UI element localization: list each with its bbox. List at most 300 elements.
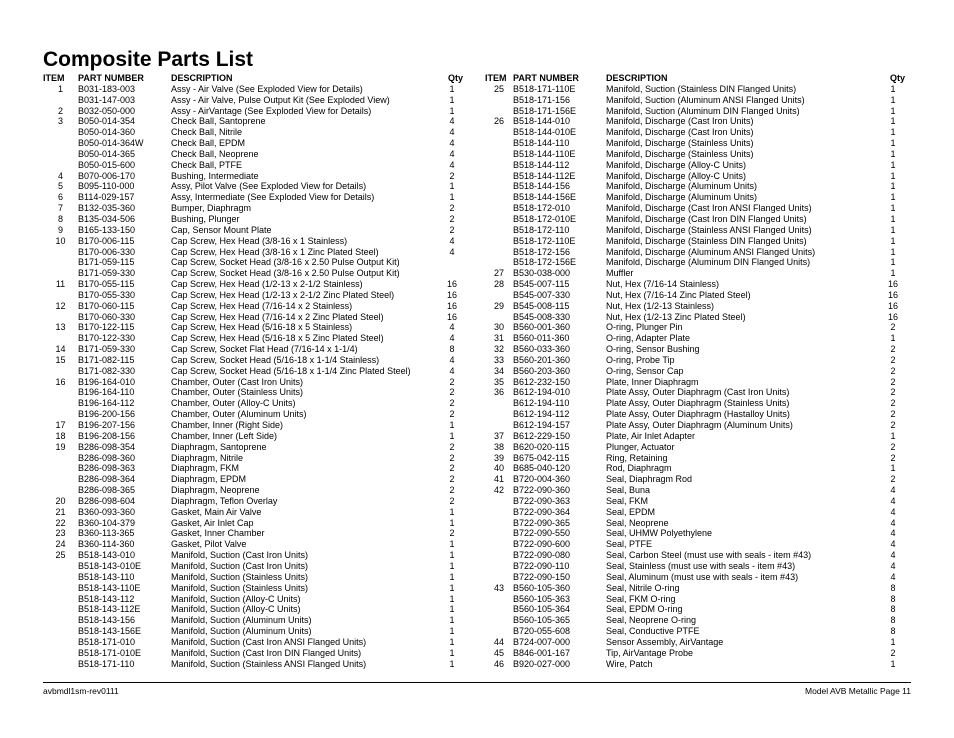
- item-number: [43, 637, 78, 648]
- quantity: 4: [890, 485, 896, 496]
- item-number: [43, 474, 78, 485]
- item-number: 31: [493, 333, 504, 344]
- part-number: B518-172-156E: [513, 257, 577, 268]
- part-number: B171-082-330: [78, 365, 136, 376]
- item-number: 28: [493, 279, 504, 290]
- description: Diaphragm, Teflon Overlay: [171, 495, 278, 506]
- table-row: [485, 604, 905, 615]
- part-number: B920-027-000: [513, 658, 571, 669]
- table-row: [43, 431, 463, 442]
- part-number: B360-093-360: [78, 506, 136, 517]
- table-row: [485, 268, 905, 279]
- description: Cap Screw, Hex Head (5/16-18 x 5 Stainless): [171, 322, 353, 333]
- quantity: 1: [890, 159, 896, 170]
- part-number: B050-014-365: [78, 148, 136, 159]
- table-row: [485, 301, 905, 312]
- description: Manifold, Suction (Aluminum DIN Flanged Units): [606, 105, 800, 116]
- part-number: B612-194-157: [513, 420, 571, 430]
- table-row: [43, 561, 463, 572]
- quantity: 1: [449, 615, 455, 626]
- table-row: [485, 203, 905, 214]
- quantity: 1: [449, 181, 455, 192]
- part-number: B518-143-110E: [78, 582, 141, 593]
- description: Plate Assy, Outer Diaphragm (Hastalloy Units): [606, 409, 790, 420]
- table-row: [43, 322, 463, 333]
- footer-page-label: Model AVB Metallic Page 11: [805, 686, 911, 696]
- part-number: B560-105-365: [513, 615, 571, 626]
- table-row: [43, 181, 463, 192]
- item-number: [43, 648, 78, 659]
- part-number: B724-007-000: [513, 636, 571, 647]
- quantity: 2: [890, 409, 896, 420]
- quantity: 2: [449, 474, 455, 485]
- item-number: [485, 626, 513, 637]
- table-row: [43, 594, 463, 605]
- item-number: [43, 615, 78, 626]
- quantity: 2: [449, 398, 455, 409]
- table-row: [43, 550, 463, 561]
- table-row: [485, 507, 905, 518]
- part-number: B360-104-379: [78, 517, 136, 528]
- table-row: [43, 420, 463, 431]
- item-number: [43, 160, 78, 171]
- part-number: B132-035-360: [78, 203, 136, 214]
- description: Manifold, Suction (Cast Iron Units): [171, 550, 309, 561]
- description: Seal, FKM: [606, 495, 649, 506]
- item-number: [485, 171, 513, 182]
- quantity: 1: [449, 539, 455, 550]
- part-number: B170-055-115: [78, 279, 135, 290]
- description: Seal, Carbon Steel (must use with seals - item #43): [606, 550, 812, 561]
- part-number: B518-144-010E: [513, 127, 577, 138]
- page-title: Composite Parts List: [43, 48, 254, 71]
- description: O-ring, Sensor Cap: [606, 365, 684, 376]
- quantity: 16: [446, 311, 457, 322]
- item-number: 20: [55, 495, 66, 506]
- item-number: 11: [55, 279, 66, 290]
- quantity: 1: [890, 246, 896, 257]
- quantity: 1: [449, 560, 455, 571]
- part-number: B286-098-604: [78, 495, 136, 506]
- description: Seal, Neoprene O-ring: [606, 615, 697, 626]
- item-number: 21: [55, 506, 66, 517]
- item-number: 39: [493, 452, 504, 463]
- table-row: [485, 637, 905, 648]
- part-number: B286-098-364: [78, 474, 136, 485]
- table-row: [485, 626, 905, 637]
- item-number: [43, 268, 78, 279]
- description: Assy, Pilot Valve (See Exploded View for Details): [171, 181, 367, 192]
- part-number: B170-055-330: [78, 289, 136, 300]
- item-number: 17: [55, 420, 66, 430]
- description: Cap Screw, Hex Head (1/2-13 x 2-1/2 Zinc Plated Steel): [171, 289, 395, 300]
- quantity: 2: [449, 441, 455, 452]
- quantity: 1: [449, 430, 455, 441]
- description: Manifold, Discharge (Cast Iron DIN Flanged Units): [606, 213, 807, 224]
- item-number: 14: [55, 344, 66, 355]
- table-row: [43, 149, 463, 160]
- description: Plunger, Actuator: [606, 441, 675, 452]
- table-row: [485, 355, 905, 366]
- quantity: 2: [449, 463, 455, 474]
- description: Cap Screw, Socket Head (5/16-18 x 1-1/4 Stainless): [171, 354, 380, 365]
- parts-table-left-column: [43, 73, 463, 669]
- quantity: 2: [449, 528, 455, 539]
- table-row: [43, 236, 463, 247]
- table-row: [43, 453, 463, 464]
- part-number: B560-203-360: [513, 365, 571, 376]
- quantity: 1: [890, 127, 896, 138]
- part-number: B518-144-010: [513, 116, 571, 127]
- part-number: B518-172-110E: [513, 235, 576, 246]
- table-row: [485, 431, 905, 442]
- quantity: 8: [890, 593, 896, 604]
- item-number: [485, 225, 513, 236]
- table-row: [43, 106, 463, 117]
- quantity: 1: [449, 517, 455, 528]
- quantity: 4: [890, 571, 896, 582]
- description: Diaphragm, FKM: [171, 463, 240, 474]
- description: Seal, EPDM: [606, 506, 656, 517]
- quantity: 4: [449, 138, 455, 149]
- quantity: 1: [449, 550, 455, 561]
- item-number: 41: [493, 474, 504, 485]
- description: Seal, PTFE: [606, 539, 653, 550]
- quantity: 1: [890, 257, 896, 268]
- table-row: [485, 225, 905, 236]
- description: Check Ball, EPDM: [171, 138, 246, 149]
- description: Manifold, Discharge (Stainless Units): [606, 148, 754, 159]
- table-row: [43, 127, 463, 138]
- table-row: [485, 138, 905, 149]
- footer-divider: [43, 682, 911, 683]
- table-row: [485, 615, 905, 626]
- part-number: B196-164-010: [78, 376, 136, 387]
- description: Bushing, Intermediate: [171, 170, 259, 181]
- part-number: B518-172-110: [513, 224, 570, 235]
- quantity: 4: [449, 235, 455, 246]
- description: Manifold, Suction (Aluminum Units): [171, 615, 312, 626]
- quantity: 1: [449, 604, 455, 615]
- description: Manifold, Suction (Stainless Units): [171, 582, 309, 593]
- description: Seal, UHMW Polyethylene: [606, 528, 713, 539]
- table-row: [43, 528, 463, 539]
- table-row: [43, 539, 463, 550]
- item-number: [485, 572, 513, 583]
- description: Seal, Neoprene: [606, 517, 669, 528]
- item-number: [485, 290, 513, 301]
- item-number: 9: [57, 224, 63, 235]
- item-number: [43, 485, 78, 496]
- table-row: [43, 247, 463, 258]
- part-number: B722-090-550: [513, 528, 571, 539]
- part-number: B518-144-156E: [513, 192, 577, 203]
- description: O-ring, Adapter Plate: [606, 333, 691, 344]
- item-number: [485, 550, 513, 561]
- description: Diaphragm, Neoprene: [171, 485, 260, 496]
- part-number: B518-143-156E: [78, 626, 142, 637]
- part-number: B518-144-112E: [513, 170, 576, 181]
- description: Manifold, Discharge (Cast Iron Units): [606, 116, 754, 127]
- parts-table-body: [43, 84, 463, 670]
- quantity: 2: [449, 409, 455, 420]
- part-number: B518-144-156: [513, 181, 571, 192]
- part-number: B722-090-600: [513, 539, 571, 550]
- description: Manifold, Discharge (Stainless Units): [606, 138, 754, 149]
- part-number: B050-014-364W: [78, 138, 144, 149]
- part-number: B518-171-110E: [513, 83, 576, 94]
- part-number: B135-034-506: [78, 213, 136, 224]
- item-number: [485, 257, 513, 268]
- item-number: [43, 398, 78, 409]
- part-number: B286-098-365: [78, 485, 136, 496]
- description: Plate Assy, Outer Diaphragm (Stainless Units): [606, 398, 790, 409]
- part-number: B518-143-010E: [78, 560, 142, 571]
- item-number: [485, 398, 513, 409]
- table-row: [485, 247, 905, 258]
- header-qty: Qty: [889, 73, 905, 83]
- part-number: B560-011-360: [513, 333, 570, 344]
- part-number: B050-015-600: [78, 159, 136, 170]
- part-number: B095-110-000: [78, 181, 135, 192]
- quantity: 1: [890, 148, 896, 159]
- description: O-ring, Sensor Bushing: [606, 344, 700, 355]
- item-number: 19: [55, 441, 66, 452]
- item-number: [43, 604, 78, 615]
- quantity: 4: [890, 517, 896, 528]
- quantity: 2: [449, 203, 455, 214]
- quantity: 1: [449, 105, 455, 116]
- table-row: [485, 485, 905, 496]
- description: Check Ball, PTFE: [171, 159, 243, 170]
- quantity: 2: [449, 452, 455, 463]
- table-row: [485, 398, 905, 409]
- quantity: 1: [449, 94, 455, 105]
- quantity: 1: [449, 506, 455, 517]
- quantity: 1: [449, 420, 455, 430]
- item-number: [485, 181, 513, 192]
- quantity: 4: [890, 560, 896, 571]
- quantity: 16: [887, 300, 898, 311]
- item-number: 32: [493, 344, 504, 355]
- description: Cap, Sensor Mount Plate: [171, 224, 272, 235]
- part-number: B612-229-150: [513, 430, 571, 441]
- table-row: [485, 236, 905, 247]
- item-number: [43, 366, 78, 377]
- description: Cap Screw, Hex Head (1/2-13 x 2-1/2 Stainless): [171, 279, 363, 290]
- item-number: 4: [57, 170, 63, 181]
- item-number: 1: [57, 83, 63, 94]
- quantity: 1: [449, 571, 455, 582]
- description: Plate, Inner Diaphragm: [606, 376, 699, 387]
- part-number: B518-143-010: [78, 550, 136, 561]
- description: Diaphragm, Santoprene: [171, 441, 267, 452]
- part-number: B560-105-360: [513, 582, 571, 593]
- item-number: [485, 127, 513, 138]
- quantity: 1: [449, 192, 455, 203]
- part-number: B720-004-360: [513, 474, 571, 485]
- description: Chamber, Inner (Left Side): [171, 430, 278, 441]
- description: Bushing, Plunger: [171, 213, 240, 224]
- description: Manifold, Suction (Stainless DIN Flanged Units): [606, 83, 797, 94]
- table-row: [43, 355, 463, 366]
- part-number: B032-050-000: [78, 105, 136, 116]
- item-number: 15: [55, 354, 66, 365]
- quantity: 2: [890, 365, 896, 376]
- item-number: 29: [493, 300, 504, 311]
- part-number: B518-143-156: [78, 615, 136, 626]
- description: Manifold, Discharge (Cast Iron ANSI Flanged Units): [606, 203, 812, 214]
- part-number: B170-060-115: [78, 300, 135, 311]
- description: Seal, Diaphragm Rod: [606, 474, 693, 485]
- part-number: B360-114-360: [78, 539, 135, 550]
- table-row: [485, 160, 905, 171]
- table-row: [485, 171, 905, 182]
- header-part-number: PART NUMBER: [513, 73, 579, 83]
- part-number: B518-172-156: [513, 246, 571, 257]
- table-row: [485, 366, 905, 377]
- table-row: [485, 377, 905, 388]
- item-number: [43, 659, 78, 670]
- description: Ring, Retaining: [606, 452, 668, 463]
- quantity: 16: [887, 279, 898, 290]
- quantity: 1: [890, 658, 896, 669]
- quantity: 2: [449, 495, 455, 506]
- item-number: 37: [493, 430, 504, 441]
- table-row: [43, 485, 463, 496]
- item-number: [485, 615, 513, 626]
- table-row: [43, 626, 463, 637]
- quantity: 16: [446, 289, 457, 300]
- part-number: B114-029-157: [78, 192, 135, 203]
- description: Seal, EPDM O-ring: [606, 604, 683, 615]
- part-number: B170-122-115: [78, 322, 135, 333]
- item-number: 36: [493, 387, 504, 398]
- part-number: B545-008-330: [513, 311, 571, 322]
- part-number: B050-014-360: [78, 127, 136, 138]
- description: Manifold, Suction (Aluminum Units): [171, 626, 312, 637]
- description: Muffler: [606, 268, 634, 279]
- part-number: B518-171-010: [78, 636, 136, 647]
- part-number: B171-059-330: [78, 268, 136, 279]
- part-number: B518-144-112: [513, 159, 570, 170]
- description: Nut, Hex (7/16-14 Zinc Plated Steel): [606, 289, 751, 300]
- part-number: B518-171-156: [513, 94, 571, 105]
- item-number: [43, 561, 78, 572]
- description: Check Ball, Santoprene: [171, 116, 266, 127]
- quantity: 2: [890, 387, 896, 398]
- part-number: B196-200-156: [78, 409, 136, 420]
- table-row: [43, 116, 463, 127]
- quantity: 4: [449, 246, 455, 257]
- item-number: [485, 106, 513, 117]
- item-number: [485, 420, 513, 431]
- part-number: B070-006-170: [78, 170, 136, 181]
- description: Gasket, Inner Chamber: [171, 528, 265, 539]
- quantity: 1: [890, 463, 896, 474]
- quantity: 2: [449, 213, 455, 224]
- quantity: 4: [449, 333, 455, 344]
- item-number: [485, 236, 513, 247]
- item-number: 42: [493, 485, 504, 496]
- part-number: B675-042-115: [513, 452, 570, 463]
- item-number: [485, 160, 513, 171]
- description: Rod, Diaphragm: [606, 463, 672, 474]
- part-number: B545-007-115: [513, 279, 570, 290]
- description: Manifold, Discharge (Aluminum Units): [606, 192, 758, 203]
- part-number: B722-090-363: [513, 495, 571, 506]
- table-row: [43, 615, 463, 626]
- table-row: [43, 377, 463, 388]
- part-number: B560-001-360: [513, 322, 571, 333]
- table-row: [43, 366, 463, 377]
- footer-doc-code: avbmdl1sm-rev0111: [43, 686, 119, 696]
- table-row: [485, 648, 905, 659]
- item-number: [485, 247, 513, 258]
- quantity: 4: [449, 116, 455, 127]
- quantity: 1: [890, 105, 896, 116]
- item-number: 10: [55, 235, 66, 246]
- description: Manifold, Suction (Cast Iron Units): [171, 560, 309, 571]
- item-number: 8: [57, 213, 63, 224]
- table-row: [43, 333, 463, 344]
- table-row: [485, 257, 905, 268]
- item-number: 46: [493, 658, 504, 669]
- parts-table-right-column: [485, 73, 905, 669]
- item-number: [43, 387, 78, 398]
- quantity: 8: [449, 344, 455, 355]
- item-number: [485, 518, 513, 529]
- quantity: 2: [449, 224, 455, 235]
- quantity: 4: [890, 528, 896, 539]
- part-number: B518-172-010: [513, 203, 571, 214]
- header-item: ITEM: [43, 73, 65, 83]
- item-number: 25: [493, 83, 504, 94]
- quantity: [441, 268, 463, 279]
- description: Manifold, Discharge (Stainless DIN Flanged Units): [606, 235, 807, 246]
- table-header-row: [43, 73, 463, 84]
- item-number: 45: [493, 647, 504, 658]
- item-number: [485, 214, 513, 225]
- description: Plate Assy, Outer Diaphragm (Aluminum Units): [606, 420, 793, 430]
- part-number: B530-038-000: [513, 268, 571, 279]
- description: Manifold, Suction (Stainless ANSI Flanged Units): [171, 658, 367, 669]
- part-number: B165-133-150: [78, 224, 136, 235]
- table-row: [43, 637, 463, 648]
- part-number: B612-194-110: [513, 398, 570, 409]
- part-number: B171-059-115: [78, 257, 135, 268]
- description: Manifold, Discharge (Stainless ANSI Flanged Units): [606, 224, 812, 235]
- part-number: B050-014-354: [78, 116, 136, 127]
- description: Gasket, Pilot Valve: [171, 539, 247, 550]
- description: Nut, Hex (7/16-14 Stainless): [606, 279, 720, 290]
- item-number: [43, 409, 78, 420]
- description: Manifold, Discharge (Alloy-C Units): [606, 159, 747, 170]
- description: Chamber, Outer (Stainless Units): [171, 387, 304, 398]
- part-number: B196-207-156: [78, 420, 136, 430]
- part-number: B196-208-156: [78, 430, 136, 441]
- item-number: [43, 257, 78, 268]
- description: Manifold, Suction (Alloy-C Units): [171, 593, 301, 604]
- quantity: 16: [887, 289, 898, 300]
- description: Manifold, Suction (Alloy-C Units): [171, 604, 301, 615]
- part-number: B518-143-110: [78, 571, 135, 582]
- description: Check Ball, Nitrile: [171, 127, 243, 138]
- quantity: 1: [449, 83, 455, 94]
- quantity: 2: [890, 398, 896, 409]
- quantity: 2: [449, 376, 455, 387]
- table-row: [43, 387, 463, 398]
